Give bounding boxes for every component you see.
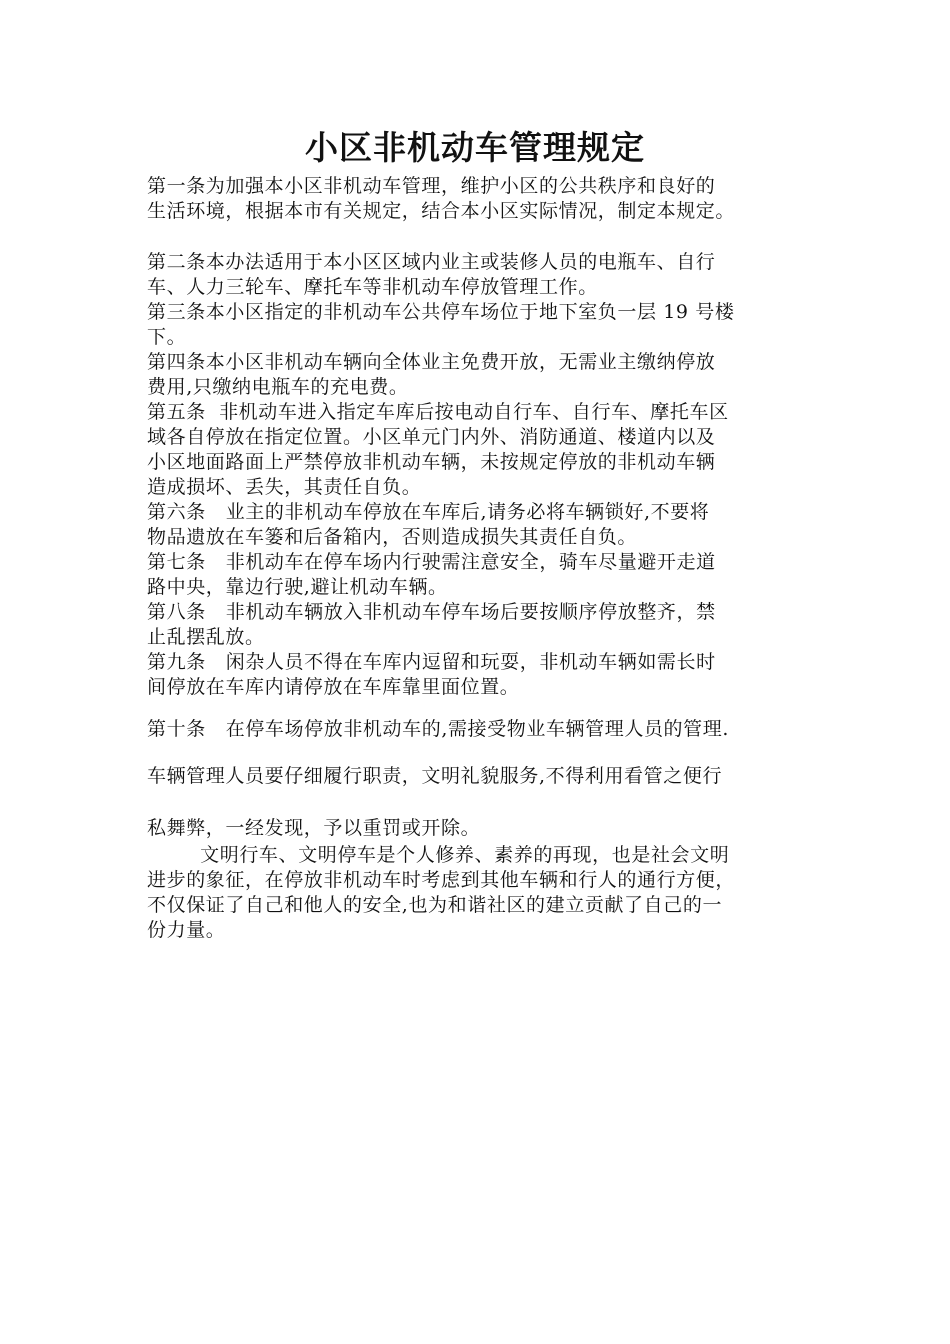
text-line: 间停放在车库内请停放在车库靠里面位置。: [147, 676, 520, 698]
text-line: 车辆管理人员要仔细履行职责，文明礼貌服务,不得利用看管之便行: [147, 765, 723, 787]
text-line: 止乱摆乱放。: [147, 626, 265, 648]
text-line: 第一条为加强本小区非机动车管理，维护小区的公共秩序和良好的: [147, 175, 716, 197]
text-line: 不仅保证了自己和他人的安全,也为和谐社区的建立贡献了自己的一: [147, 894, 723, 916]
text-line: 造成损坏、丢失，其责任自负。: [147, 476, 422, 498]
text-line: 费用,只缴纳电瓶车的充电费。: [147, 376, 409, 398]
text-line: 路中央，靠边行驶,避让机动车辆。: [147, 576, 448, 598]
text-line: 生活环境，根据本市有关规定，结合本小区实际情况，制定本规定。: [147, 200, 736, 222]
text-line: 第四条本小区非机动车辆向全体业主免费开放，无需业主缴纳停放: [147, 351, 716, 373]
text-line: 下。: [147, 326, 187, 348]
text-line: 第九条 闲杂人员不得在车库内逗留和玩耍，非机动车辆如需长时: [147, 651, 716, 673]
text-line: 小区地面路面上严禁停放非机动车辆，未按规定停放的非机动车辆: [147, 451, 716, 473]
text-line: 文明行车、文明停车是个人修养、素养的再现，也是社会文明: [147, 844, 730, 866]
text-line: 第五条 非机动车进入指定车库后按电动自行车、自行车、摩托车区: [147, 401, 729, 423]
text-line: 车、人力三轮车、摩托车等非机动车停放管理工作。: [147, 276, 598, 298]
document-title: 小区非机动车管理规定: [305, 128, 645, 167]
text-line: 第三条本小区指定的非机动车公共停车场位于地下室负一层 19 号楼: [147, 301, 735, 323]
text-line: 份力量。: [147, 919, 226, 941]
text-line: 第十条 在停车场停放非机动车的,需接受物业车辆管理人员的管理.: [147, 718, 729, 740]
text-line: 第二条本办法适用于本小区区域内业主或装修人员的电瓶车、自行: [147, 251, 716, 273]
text-line: 第六条 业主的非机动车停放在车库后,请务必将车辆锁好,不要将: [147, 501, 710, 523]
text-line: 第八条 非机动车辆放入非机动车停车场后要按顺序停放整齐，禁: [147, 601, 716, 623]
text-line: 第七条 非机动车在停车场内行驶需注意安全，骑车尽量避开走道: [147, 551, 716, 573]
text-line: 物品遗放在车篓和后备箱内，否则造成损失其责任自负。: [147, 526, 638, 548]
text-line: 进步的象征，在停放非机动车时考虑到其他车辆和行人的通行方便，: [147, 869, 736, 891]
text-line: 私舞弊，一经发现，予以重罚或开除。: [147, 817, 481, 839]
text-line: 域各自停放在指定位置。小区单元门内外、消防通道、楼道内以及: [147, 426, 716, 448]
